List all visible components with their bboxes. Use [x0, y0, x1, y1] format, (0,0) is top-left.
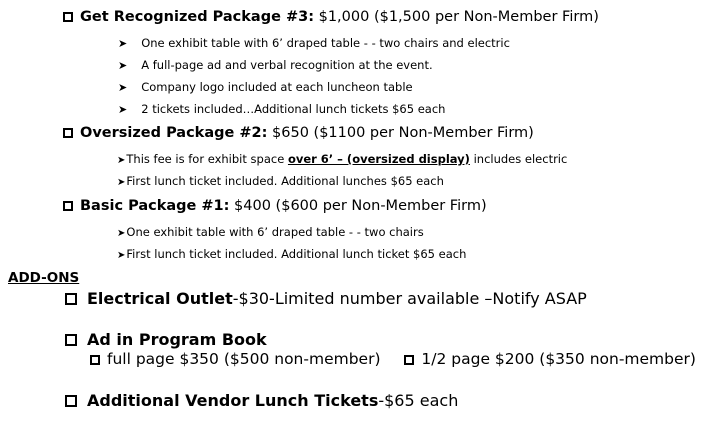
addon-ad-options: [90, 350, 696, 368]
package-2-name: Oversized Package #2:: [80, 125, 268, 141]
list-item-text: One exhibit table with 6’ draped table - - two chairs and electric: [141, 36, 510, 50]
list-item-text: 2 tickets included…Additional lunch tickets $65 each: [141, 102, 446, 116]
checkbox-icon[interactable]: [63, 128, 73, 138]
list-item-text: This fee is for exhibit space: [126, 152, 288, 166]
package-2-heading: [63, 125, 534, 141]
list-item: [118, 102, 445, 116]
addon-ad-name: Ad in Program Book: [87, 330, 267, 349]
package-2-price: $650 ($1100 per Non-Member Firm): [267, 125, 534, 141]
list-item-text: First lunch ticket included. Additional lunches $65 each: [126, 174, 444, 188]
addon-electrical: [65, 289, 587, 308]
list-item: [117, 247, 466, 261]
arrowhead-bullet-icon: ➤: [117, 250, 126, 261]
arrowhead-bullet-icon: ➤: [117, 155, 126, 166]
checkbox-icon[interactable]: [65, 395, 77, 407]
package-1-price: $400 ($600 per Non-Member Firm): [229, 198, 487, 214]
checkbox-icon[interactable]: [65, 293, 77, 305]
checkbox-icon[interactable]: [404, 355, 414, 365]
arrowhead-bullet-icon: ➤: [117, 228, 126, 239]
list-item: [117, 225, 424, 239]
addon-ad: [65, 330, 267, 349]
arrowhead-bullet-icon: ➤: [118, 81, 128, 94]
list-item: [118, 36, 510, 50]
addon-electrical-detail: -$30-Limited number available –Notify ASAP: [232, 289, 587, 308]
addon-lunch-detail: -$65 each: [378, 391, 459, 410]
list-item: [117, 174, 444, 188]
emphasis-text: over 6’ – (oversized display): [287, 152, 470, 166]
package-3-heading: [63, 9, 599, 25]
ad-full-page-option: full page $350 ($500 non-member): [107, 350, 381, 368]
list-item-text: Company logo included at each luncheon table: [141, 80, 413, 94]
ad-half-page-option: 1/2 page $200 ($350 non-member): [421, 350, 696, 368]
addon-lunch-name: Additional Vendor Lunch Tickets: [87, 391, 379, 410]
list-item-text: One exhibit table with 6’ draped table - - two chairs: [126, 225, 424, 239]
checkbox-icon[interactable]: [63, 201, 73, 211]
package-3-price: $1,000 ($1,500 per Non-Member Firm): [314, 9, 599, 25]
arrowhead-bullet-icon: ➤: [117, 177, 126, 188]
list-item-text: includes electric: [469, 152, 568, 166]
list-item: [118, 58, 433, 72]
arrowhead-bullet-icon: ➤: [118, 59, 128, 72]
checkbox-icon[interactable]: [90, 355, 100, 365]
arrowhead-bullet-icon: ➤: [118, 103, 128, 116]
list-item-text: A full-page ad and verbal recognition at the event.: [141, 58, 433, 72]
list-item-text: First lunch ticket included. Additional lunch ticket $65 each: [126, 247, 467, 261]
package-1-heading: [63, 198, 487, 214]
addons-heading: ADD-ONS: [8, 270, 80, 286]
addon-lunch: [65, 391, 458, 410]
addon-electrical-name: Electrical Outlet: [87, 289, 233, 308]
checkbox-icon[interactable]: [65, 334, 77, 346]
checkbox-icon[interactable]: [63, 12, 73, 22]
arrowhead-bullet-icon: ➤: [118, 37, 128, 50]
package-1-name: Basic Package #1:: [80, 198, 230, 214]
list-item: [117, 152, 567, 166]
list-item: [118, 80, 413, 94]
package-3-name: Get Recognized Package #3:: [80, 9, 314, 25]
